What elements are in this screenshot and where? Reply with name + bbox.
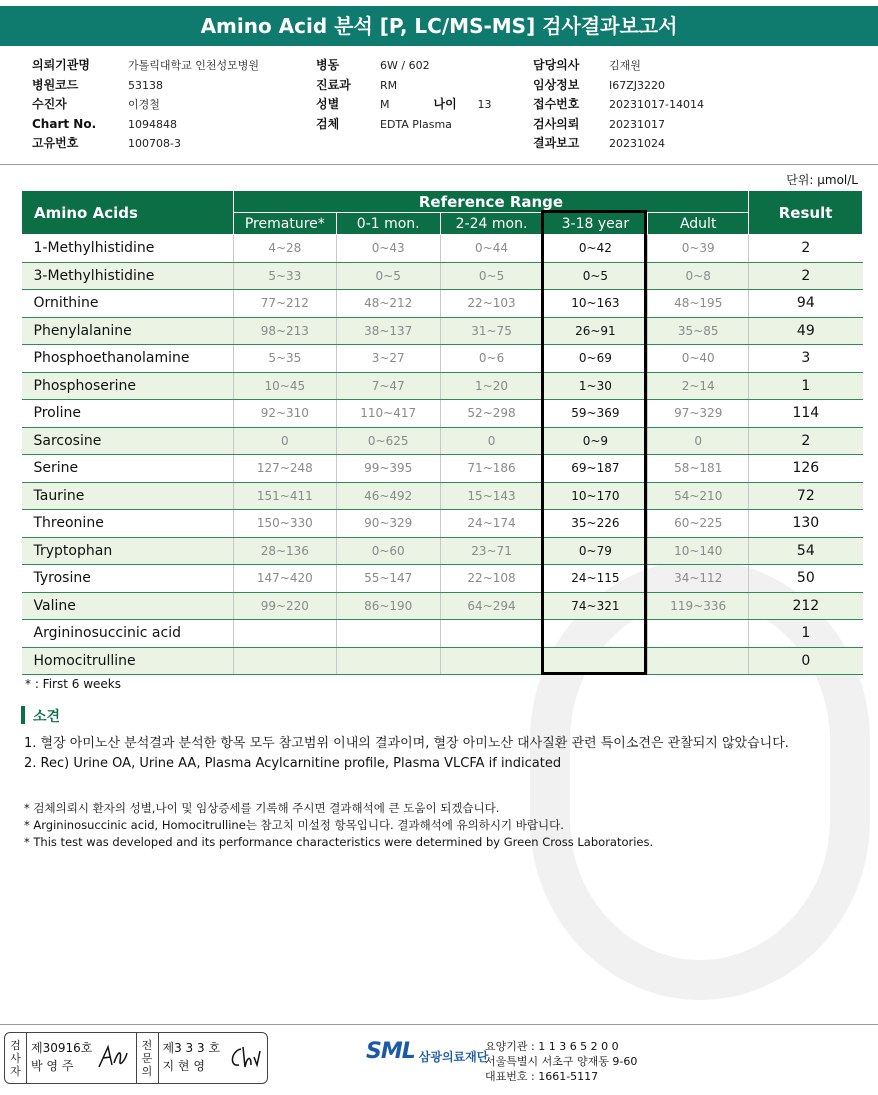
lab-line: 요양기관 : 1 1 3 6 5 2 0 0 — [485, 1040, 619, 1053]
reference-range-cell — [440, 647, 543, 675]
result-cell: 2 — [749, 427, 863, 455]
reference-range-cell: 23~71 — [440, 537, 543, 565]
col-adult: Adult — [648, 213, 749, 235]
reference-range-cell — [543, 647, 648, 675]
reference-range-cell — [543, 620, 648, 648]
reference-range-cell: 10~45 — [233, 372, 336, 400]
result-cell: 126 — [749, 455, 863, 483]
amino-acid-name: Homocitrulline — [22, 647, 234, 675]
tester-label: 검 사 자 — [5, 1033, 27, 1083]
reference-range-cell: 46~492 — [336, 482, 440, 510]
info-label: 결과보고 — [533, 136, 580, 150]
amino-acid-name: 1-Methylhistidine — [22, 235, 234, 263]
report-title: Amino Acid 분석 [P, LC/MS-MS] 검사결과보고서 — [0, 6, 878, 46]
table-row — [22, 262, 863, 290]
reference-range-cell: 110~417 — [336, 400, 440, 428]
age-label: 나이 — [433, 97, 457, 111]
reference-range-cell: 59~369 — [543, 400, 648, 428]
tester-name: 박 영 주 — [31, 1059, 74, 1073]
patient-info-col1 — [32, 56, 259, 154]
doctor-cell — [159, 1033, 268, 1083]
result-cell: 49 — [749, 317, 863, 345]
reference-range-cell: 0~39 — [648, 235, 749, 263]
col-amino-acids: Amino Acids — [22, 191, 234, 235]
info-label: 의뢰기관명 — [32, 58, 90, 72]
reference-range-cell: 24~174 — [440, 510, 543, 538]
reference-range-cell — [648, 620, 749, 648]
table-row — [22, 647, 863, 675]
reference-range-cell: 0~42 — [543, 235, 648, 263]
finding-item: 2. Rec) Urine OA, Urine AA, Plasma Acylcarnitine profile, Plasma VLCFA if indicated — [24, 756, 562, 771]
amino-acid-name: Phosphoserine — [22, 372, 234, 400]
reference-range-cell: 150~330 — [233, 510, 336, 538]
divider — [0, 164, 878, 165]
amino-acid-name: Taurine — [22, 482, 234, 510]
info-label: 병원코드 — [32, 77, 79, 92]
reference-range-cell: 22~108 — [440, 565, 543, 593]
reference-range-cell: 0~8 — [648, 262, 749, 290]
info-value: RM — [380, 78, 398, 92]
footer-divider — [0, 1024, 878, 1025]
reference-range-cell: 0~9 — [543, 427, 648, 455]
col-0-1-mon: 0-1 mon. — [336, 213, 440, 235]
info-value: 가톨릭대학교 인천성모병원 — [128, 59, 260, 72]
table-row — [22, 317, 863, 345]
info-value: EDTA Plasma — [380, 117, 452, 131]
table-row — [22, 565, 863, 593]
info-value: I67ZJ3220 — [609, 78, 666, 92]
reference-range-cell: 48~212 — [336, 290, 440, 318]
result-cell: 94 — [749, 290, 863, 318]
amino-acid-name: Sarcosine — [22, 427, 234, 455]
reference-range-cell: 31~75 — [440, 317, 543, 345]
info-label: 성별 — [316, 97, 340, 111]
result-cell: 72 — [749, 482, 863, 510]
table-row — [22, 537, 863, 565]
doctor-signature — [227, 1043, 261, 1073]
lab-name: 삼광의료재단 — [418, 1050, 489, 1064]
reference-range-cell: 147~420 — [233, 565, 336, 593]
info-value: 100708-3 — [128, 137, 181, 150]
table-row — [22, 510, 863, 538]
table-row — [22, 482, 863, 510]
note-item: * This test was developed and its performance characteristics were determined by Green Cross Laboratories. — [24, 835, 654, 849]
reference-range-cell: 0~60 — [336, 537, 440, 565]
reference-range-cell: 90~329 — [336, 510, 440, 538]
lab-line: 대표번호 : 1661-5117 — [485, 1070, 599, 1083]
reference-range-cell: 58~181 — [648, 455, 749, 483]
reference-range-cell: 151~411 — [233, 482, 336, 510]
info-label: 진료과 — [316, 77, 351, 92]
reference-range-cell: 0~6 — [440, 345, 543, 373]
reference-range-cell: 127~248 — [233, 455, 336, 483]
tester-cell — [27, 1033, 137, 1083]
reference-range-cell: 15~143 — [440, 482, 543, 510]
reference-range-cell: 38~137 — [336, 317, 440, 345]
doctor-label: 전 문 의 — [137, 1033, 159, 1083]
result-cell: 1 — [749, 372, 863, 400]
info-value: 20231017-14014 — [609, 98, 704, 111]
reference-range-cell: 99~395 — [336, 455, 440, 483]
reference-range-cell: 97~329 — [648, 400, 749, 428]
reference-range-cell: 0~5 — [336, 262, 440, 290]
table-row — [22, 290, 863, 318]
note-item: * 검체의뢰시 환자의 성별,나이 및 임상증세를 기록해 주시면 결과해석에 큰 도움이 되겠습니다. — [24, 801, 500, 815]
info-value: 이경철 — [128, 98, 160, 111]
findings-heading — [21, 706, 60, 726]
amino-acid-table — [21, 190, 863, 675]
result-cell: 130 — [749, 510, 863, 538]
patient-info-col3 — [533, 56, 704, 154]
result-cell: 2 — [749, 262, 863, 290]
reference-range-cell — [336, 620, 440, 648]
result-cell: 212 — [749, 592, 863, 620]
reference-range-cell: 22~103 — [440, 290, 543, 318]
reference-range-cell: 34~112 — [648, 565, 749, 593]
lab-line: 서울특별시 서초구 양재동 9-60 — [485, 1055, 638, 1068]
amino-acid-name: Tryptophan — [22, 537, 234, 565]
reference-range-cell: 55~147 — [336, 565, 440, 593]
sml-logo — [366, 1038, 488, 1065]
logo-text: SML — [366, 1039, 415, 1064]
info-value: 53138 — [128, 78, 163, 92]
result-cell: 2 — [749, 235, 863, 263]
col-reference-range: Reference Range — [233, 191, 748, 213]
reference-range-cell: 5~35 — [233, 345, 336, 373]
reference-range-cell: 0~5 — [440, 262, 543, 290]
info-value: 6W / 602 — [380, 59, 430, 72]
reference-range-cell: 35~226 — [543, 510, 648, 538]
info-label: 고유번호 — [32, 136, 79, 150]
footnote: * : First 6 weeks — [25, 677, 121, 691]
reference-range-cell: 35~85 — [648, 317, 749, 345]
reference-range-cell: 99~220 — [233, 592, 336, 620]
tester-signature — [96, 1043, 130, 1073]
info-label: 검체 — [316, 116, 340, 131]
info-label: Chart No. — [32, 116, 97, 131]
amino-acid-name: Phenylalanine — [22, 317, 234, 345]
reference-range-cell — [440, 620, 543, 648]
findings-title: 소견 — [33, 709, 61, 725]
reference-range-cell: 86~190 — [336, 592, 440, 620]
table-row — [22, 372, 863, 400]
table-row — [22, 427, 863, 455]
amino-acid-name: Serine — [22, 455, 234, 483]
table-row — [22, 345, 863, 373]
heading-bar — [21, 706, 25, 724]
age-value: 13 — [477, 98, 492, 111]
reference-range-cell: 1~20 — [440, 372, 543, 400]
signature-box — [4, 1032, 268, 1084]
info-value: 김재원 — [609, 59, 641, 72]
reference-range-cell: 5~33 — [233, 262, 336, 290]
info-label: 담당의사 — [533, 58, 580, 72]
amino-acid-name: Threonine — [22, 510, 234, 538]
reference-range-cell: 54~210 — [648, 482, 749, 510]
info-label: 접수번호 — [533, 97, 580, 111]
reference-range-cell: 3~27 — [336, 345, 440, 373]
reference-range-cell: 92~310 — [233, 400, 336, 428]
finding-item: 1. 혈장 아미노산 분석결과 분석한 항목 모두 참고범위 이내의 결과이며, 혈장 아미노산 대사질환 관련 특이소견은 관찰되지 않았습니다. — [24, 736, 789, 751]
info-value: 1094848 — [128, 117, 177, 131]
reference-range-cell: 1~30 — [543, 372, 648, 400]
reference-range-cell: 74~321 — [543, 592, 648, 620]
table-row — [22, 235, 863, 263]
result-cell: 3 — [749, 345, 863, 373]
amino-acid-name: Argininosuccinic acid — [22, 620, 234, 648]
result-cell: 50 — [749, 565, 863, 593]
reference-range-cell: 0~44 — [440, 235, 543, 263]
col-result: Result — [749, 191, 863, 235]
result-cell: 0 — [749, 647, 863, 675]
result-cell: 54 — [749, 537, 863, 565]
reference-range-cell: 2~14 — [648, 372, 749, 400]
info-value: 20231024 — [609, 137, 665, 150]
reference-range-cell: 7~47 — [336, 372, 440, 400]
reference-range-cell: 0 — [440, 427, 543, 455]
reference-range-cell: 77~212 — [233, 290, 336, 318]
reference-range-cell: 26~91 — [543, 317, 648, 345]
info-value: M — [380, 98, 390, 111]
amino-acid-name: 3-Methylhistidine — [22, 262, 234, 290]
reference-range-cell — [336, 647, 440, 675]
notes — [24, 800, 653, 851]
reference-range-cell: 0~40 — [648, 345, 749, 373]
reference-range-cell: 48~195 — [648, 290, 749, 318]
reference-range-cell: 0~79 — [543, 537, 648, 565]
reference-range-cell: 71~186 — [440, 455, 543, 483]
table-row — [22, 592, 863, 620]
doctor-license: 제3 3 3 호 — [162, 1041, 221, 1055]
reference-range-cell — [233, 620, 336, 648]
info-value: 20231017 — [609, 117, 665, 131]
result-cell: 1 — [749, 620, 863, 648]
reference-range-cell: 0 — [648, 427, 749, 455]
info-label: 병동 — [316, 58, 340, 72]
reference-range-cell: 64~294 — [440, 592, 543, 620]
reference-range-cell: 0~625 — [336, 427, 440, 455]
reference-range-cell: 10~163 — [543, 290, 648, 318]
result-cell: 114 — [749, 400, 863, 428]
col-2-24-mon: 2-24 mon. — [440, 213, 543, 235]
lab-info — [485, 1039, 637, 1084]
patient-info-col2 — [316, 56, 492, 134]
reference-range-cell: 24~115 — [543, 565, 648, 593]
table-row — [22, 455, 863, 483]
amino-acid-name: Tyrosine — [22, 565, 234, 593]
reference-range-cell: 0~5 — [543, 262, 648, 290]
reference-range-cell: 0~69 — [543, 345, 648, 373]
unit-label: 단위: μmol/L — [786, 173, 858, 187]
reference-range-cell — [648, 647, 749, 675]
reference-range-cell: 10~140 — [648, 537, 749, 565]
reference-range-cell: 52~298 — [440, 400, 543, 428]
reference-range-cell: 98~213 — [233, 317, 336, 345]
reference-range-cell: 28~136 — [233, 537, 336, 565]
table-row — [22, 620, 863, 648]
reference-range-cell: 0 — [233, 427, 336, 455]
amino-acid-name: Phosphoethanolamine — [22, 345, 234, 373]
col-3-18-year: 3-18 year — [543, 213, 648, 235]
reference-range-cell: 10~170 — [543, 482, 648, 510]
col-premature: Premature* — [233, 213, 336, 235]
reference-range-cell: 4~28 — [233, 235, 336, 263]
amino-acid-name: Ornithine — [22, 290, 234, 318]
amino-acid-name: Proline — [22, 400, 234, 428]
tester-license: 제30916호 — [31, 1041, 93, 1055]
reference-range-cell: 0~43 — [336, 235, 440, 263]
table-body — [22, 235, 863, 675]
info-label: 임상정보 — [533, 77, 580, 92]
reference-range-cell — [233, 647, 336, 675]
reference-range-cell: 69~187 — [543, 455, 648, 483]
table-row — [22, 400, 863, 428]
doctor-name: 지 현 영 — [162, 1059, 205, 1073]
info-label: 수진자 — [32, 97, 67, 111]
amino-acid-name: Valine — [22, 592, 234, 620]
reference-range-cell: 60~225 — [648, 510, 749, 538]
reference-range-cell: 119~336 — [648, 592, 749, 620]
note-item: * Argininosuccinic acid, Homocitrulline는 참고치 미설정 항목입니다. 결과해석에 유의하시기 바랍니다. — [24, 818, 564, 832]
info-label: 검사의뢰 — [533, 116, 580, 131]
findings — [24, 734, 789, 774]
